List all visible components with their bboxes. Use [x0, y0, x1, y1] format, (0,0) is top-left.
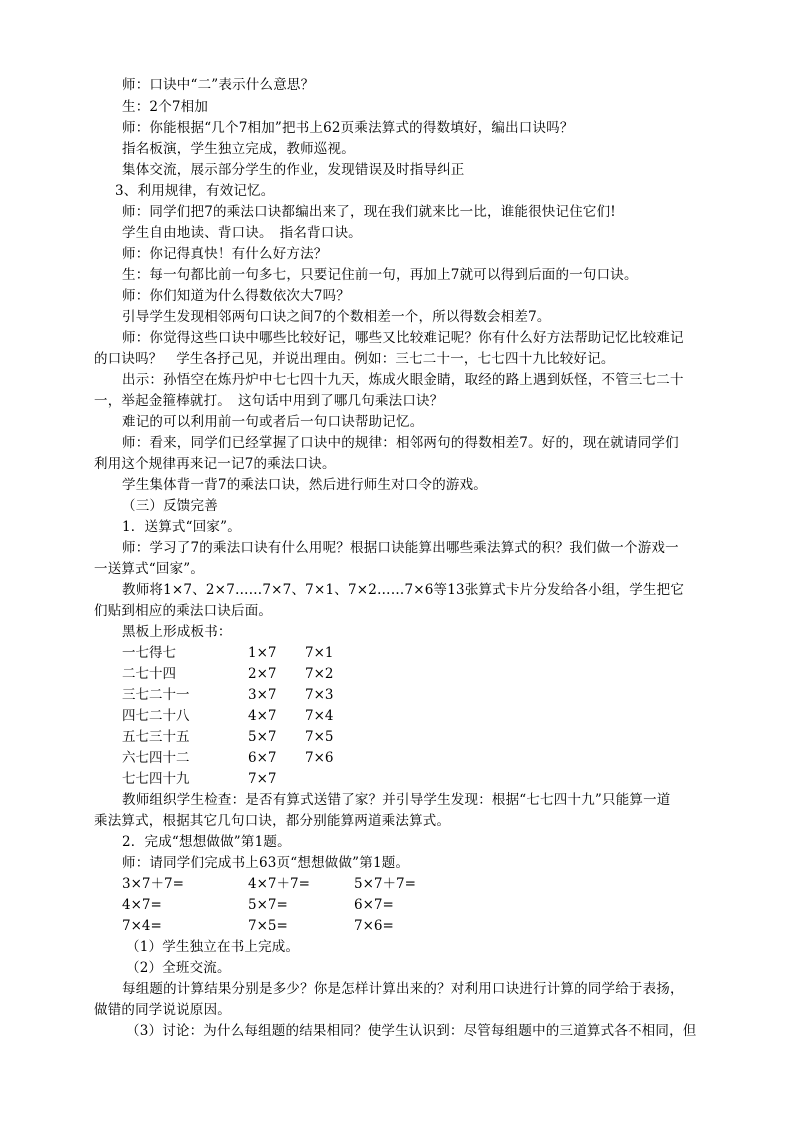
text-line: 教师组织学生检查：是否有算式送错了家？并引导学生发现：根据“七七四十九”只能算一道 — [122, 792, 671, 808]
exercise: 4×7＋7= — [248, 876, 310, 892]
text-line: 一，举起金箍棒就打。 这句话中用到了哪几句乘法口诀？ — [94, 393, 444, 409]
exercise: 7×5= — [248, 918, 288, 934]
board-expr: 4×7 — [248, 708, 277, 724]
board-verse: 七七四十九 — [122, 771, 190, 787]
text-line: （1）学生独立在书上完成。 — [126, 939, 300, 955]
text-line: 学生集体背一背7的乘法口诀，然后进行师生对口令的游戏。 — [122, 477, 487, 493]
text-line: 1．送算式“回家”。 — [122, 519, 241, 535]
text-line: 做错的同学说说原因。 — [94, 1002, 231, 1018]
exercise: 7×6= — [354, 918, 394, 934]
board-expr: 7×2 — [305, 666, 334, 682]
board-expr: 1×7 — [248, 645, 277, 661]
text-line: （2）全班交流。 — [126, 960, 231, 976]
text-line: 教师将1×7、2×7……7×7、7×1、7×2……7×6等13张算式卡片分发给各小组，学生把它 — [122, 582, 685, 598]
text-line: 们贴到相应的乘法口诀后面。 — [94, 603, 273, 619]
section-heading: （三）反馈完善 — [122, 498, 218, 514]
section-heading: 3、利用规律，有效记忆。 — [115, 183, 275, 199]
text-line: （3）讨论：为什么每组题的结果相同？使学生认识到：尽管每组题中的三道算式各不相同，但 — [126, 1023, 697, 1039]
board-expr: 7×5 — [305, 729, 334, 745]
board-verse: 二七十四 — [122, 666, 176, 682]
text-line: 师：你记得真快！有什么好方法？ — [122, 246, 328, 262]
exercise: 4×7= — [122, 897, 162, 913]
exercise: 6×7= — [354, 897, 394, 913]
board-expr: 5×7 — [248, 729, 277, 745]
board-verse: 四七二十八 — [122, 708, 190, 724]
board-expr: 2×7 — [248, 666, 277, 682]
text-line: 一送算式“回家”。 — [94, 561, 205, 577]
text-line: 的口诀吗？ 学生各抒己见，并说出理由。例如：三七二十一，七七四十九比较好记。 — [94, 351, 615, 367]
text-line: 学生自由地读、背口诀。 指名背口诀。 — [122, 225, 362, 241]
board-expr: 7×1 — [305, 645, 334, 661]
text-line: 指名板演，学生独立完成，教师巡视。 — [122, 141, 355, 157]
text-line: 每组题的计算结果分别是多少？你是怎样计算出来的？对利用口诀进行计算的同学给于表扬， — [122, 981, 684, 997]
board-expr: 7×6 — [305, 750, 334, 766]
text-line: 师：你觉得这些口诀中哪些比较好记，哪些又比较难记呢？你有什么好方法帮助记忆比较难记 — [122, 330, 684, 346]
text-line: 集体交流，展示部分学生的作业，发现错误及时指导纠正 — [122, 162, 465, 178]
text-line: 师：学习了7的乘法口诀有什么用呢？根据口诀能算出哪些乘法算式的积？我们做一个游戏一 — [122, 540, 679, 556]
exercise: 5×7= — [248, 897, 288, 913]
text-line: 师：你能根据“几个7相加”把书上62页乘法算式的得数填好，编出口诀吗？ — [122, 120, 574, 136]
board-expr: 3×7 — [248, 687, 277, 703]
board-verse: 三七二十一 — [122, 687, 190, 703]
text-line: 师：你们知道为什么得数依次大7吗？ — [122, 288, 350, 304]
text-line: 师：请同学们完成书上63页“想想做做”第1题。 — [122, 855, 410, 871]
board-expr: 7×4 — [305, 708, 334, 724]
text-line: 难记的可以利用前一句或者后一句口诀帮助记忆。 — [122, 414, 424, 430]
text-line: 师：同学们把7的乘法口诀都编出来了，现在我们就来比一比，谁能很快记住它们! — [122, 204, 616, 220]
text-line: 乘法算式，根据其它几句口诀，都分别能算两道乘法算式。 — [94, 813, 451, 829]
exercise: 5×7＋7= — [354, 876, 416, 892]
board-expr: 7×3 — [305, 687, 334, 703]
text-line: 黑板上形成板书： — [122, 624, 232, 640]
text-line: 师：口诀中“二”表示什么意思？ — [122, 77, 315, 93]
board-expr: 7×7 — [248, 771, 277, 787]
board-verse: 一七得七 — [122, 645, 176, 661]
exercise: 7×4= — [122, 918, 162, 934]
board-verse: 五七三十五 — [122, 729, 190, 745]
board-verse: 六七四十二 — [122, 750, 190, 766]
text-line: 生：每一句都比前一句多七，只要记住前一句，再加上7就可以得到后面的一句口诀。 — [122, 267, 638, 283]
section-heading: 2．完成“想想做做”第1题。 — [122, 834, 291, 850]
text-line: 出示：孙悟空在炼丹炉中七七四十九天，炼成火眼金睛，取经的路上遇到妖怪，不管三七二十 — [122, 372, 684, 388]
text-line: 生：2个7相加 — [122, 99, 209, 115]
board-expr: 6×7 — [248, 750, 277, 766]
text-line: 引导学生发现相邻两句口诀之间7的个数相差一个，所以得数会相差7。 — [122, 309, 551, 325]
text-line: 师：看来，同学们已经掌握了口诀中的规律：相邻两句的得数相差7。好的，现在就请同学们 — [122, 435, 679, 451]
text-line: 利用这个规律再来记一记7的乘法口诀。 — [94, 456, 336, 472]
exercise: 3×7＋7= — [122, 876, 184, 892]
